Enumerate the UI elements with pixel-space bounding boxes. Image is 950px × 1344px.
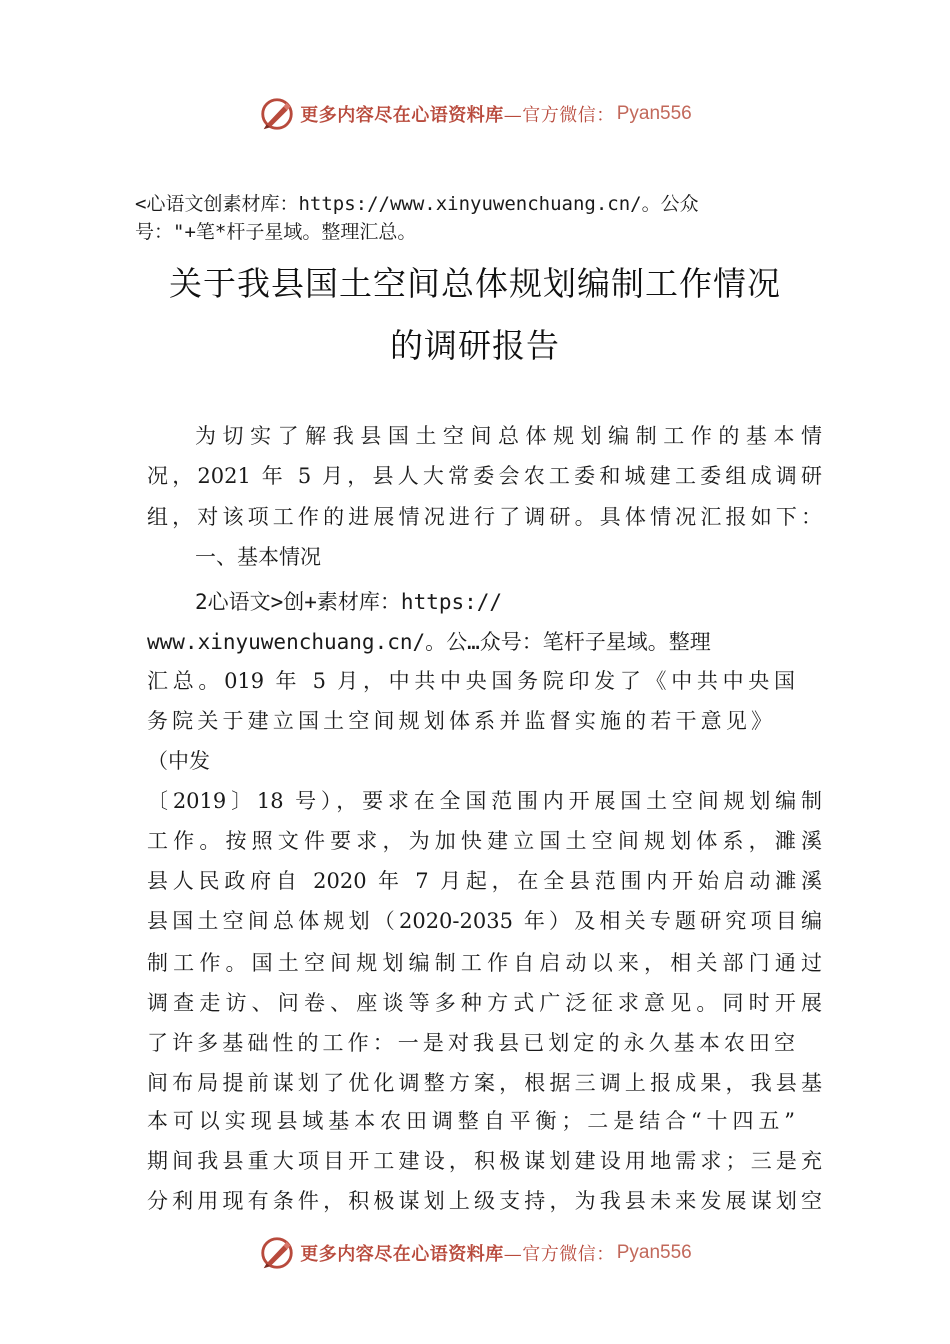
body-line: www.xinyuwenchuang.cn/。公…众号：笔杆子星域。整理 bbox=[147, 630, 711, 654]
section-heading: 一、基本情况 bbox=[195, 545, 321, 569]
document-title-line-1: 关于我县国土空间总体规划编制工作情况 bbox=[169, 264, 781, 303]
banner-tag: —官方微信： bbox=[503, 1244, 615, 1265]
body-line: 〔2019〕18 号），要求在全国范围内开展国土空间规划编制 bbox=[147, 789, 822, 813]
body-line: （中发 bbox=[147, 749, 210, 773]
body-line: 况，2021 年 5 月，县人大常委会农工委和城建工委组成调研 bbox=[147, 464, 822, 488]
body-line: 县国土空间总体规划（2020-2035 年）及相关专题研究项目编 bbox=[147, 909, 822, 933]
body-line: 本可以实现县域基本农田调整自平衡；二是结合“十四五” bbox=[147, 1109, 795, 1133]
banner-tag: —官方微信： bbox=[503, 105, 615, 126]
top-banner bbox=[0, 92, 950, 136]
pen-logo-icon bbox=[258, 95, 296, 133]
source-line-1: <心语文创素材库：https://www.xinyuwenchuang.cn/。公众 bbox=[135, 193, 699, 215]
document-title-line-2: 的调研报告 bbox=[390, 326, 560, 365]
body-line: 期间我县重大项目开工建设，积极谋划建设用地需求；三是充 bbox=[147, 1149, 822, 1173]
body-line: 分利用现有条件，积极谋划上级支持，为我县未来发展谋划空 bbox=[147, 1189, 822, 1213]
body-line: 2心语文>创+素材库：https:// bbox=[195, 590, 503, 614]
pen-logo-icon bbox=[258, 1234, 296, 1272]
banner-text: 更多内容尽在心语资料库 bbox=[300, 1244, 504, 1265]
body-line: 为切实了解我县国土空间总体规划编制工作的基本情 bbox=[195, 424, 822, 448]
body-line: 务院关于建立国土空间规划体系并监督实施的若干意见》 bbox=[147, 709, 772, 733]
banner-wechat-id: Pyan556 bbox=[616, 103, 692, 124]
body-line: 县人民政府自 2020 年 7 月起，在全县范围内开始启动濉溪 bbox=[147, 869, 822, 893]
body-line: 间布局提前谋划了优化调整方案，根据三调上报成果，我县基 bbox=[147, 1071, 822, 1095]
body-line: 组，对该项工作的进展情况进行了调研。具体情况汇报如下： bbox=[147, 505, 822, 529]
body-line: 汇总。019 年 5 月，中共中央国务院印发了《中共中央国 bbox=[147, 669, 795, 693]
banner-text: 更多内容尽在心语资料库 bbox=[300, 105, 504, 126]
body-line: 制工作。国土空间规划编制工作自启动以来，相关部门通过 bbox=[147, 951, 822, 975]
body-line: 调查走访、问卷、座谈等多种方式广泛征求意见。同时开展 bbox=[147, 991, 822, 1015]
source-line-2: 号："+笔*杆子星域。整理汇总。 bbox=[135, 221, 417, 243]
banner-wechat-id: Pyan556 bbox=[616, 1242, 692, 1263]
body-line: 工作。按照文件要求，为加快建立国土空间规划体系，濉溪 bbox=[147, 829, 822, 853]
bottom-banner bbox=[0, 1231, 950, 1275]
body-line: 了许多基础性的工作：一是对我县已划定的永久基本农田空 bbox=[147, 1031, 795, 1055]
